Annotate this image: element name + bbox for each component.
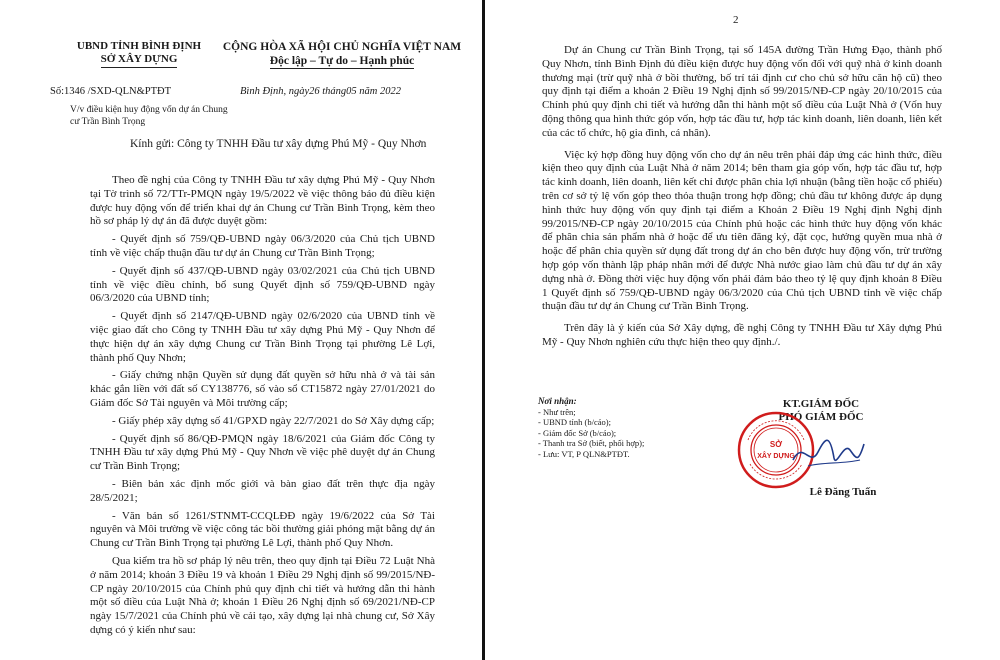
page2-body (542, 44, 942, 358)
issuer-department: SỞ XÂY DỰNG (101, 53, 178, 68)
national-header (222, 40, 462, 69)
legal-basis-item: - Quyết định số 437/QĐ-UBND ngày 03/02/2021 của Chủ tịch UBND tỉnh về việc điều chỉnh, bổ sung Quyết định số 759/QĐ-UBND ngày 06/3/2020 của UBND tỉnh; (90, 264, 435, 305)
body-paragraph: Trên đây là ý kiến của Sở Xây dựng, đề nghị Công ty TNHH Đầu tư Xây dựng Phú Mỹ - Quy Nhơn nghiên cứu thực hiện theo quy định./. (542, 322, 942, 348)
recipient-item: - Giám đốc Sở (b/cáo); (538, 427, 617, 438)
handwritten-signature (788, 430, 868, 475)
svg-text:SỞ: SỞ (769, 440, 783, 449)
legal-basis-item: - Quyết định số 759/QĐ-UBND ngày 06/3/2020 của Chủ tịch UBND tỉnh về việc chấp thuận đầu tư dự án Chung cư Trần Bình Trọng; (90, 233, 435, 259)
svg-text:XÂY DỰNG: XÂY DỰNG (757, 453, 795, 460)
issuer-authority: UBND TỈNH BÌNH ĐỊNH (76, 40, 202, 52)
document-subject: V/v điều kiện huy động vốn dự án Chung cư Trần Bình Trọng (70, 105, 228, 127)
legal-basis-item: - Văn bản số 1261/STNMT-CCQLĐĐ ngày 19/6/2022 của Sở Tài nguyên và Môi trường về việc công tác bồi thường giải phóng mặt bằng dự án Chung cư Trần Bình Trọng tại phường Lê Lợi, thành phố Quy Nhơn. (90, 509, 435, 550)
issuer-header (64, 40, 214, 68)
legal-basis-item: - Giấy phép xây dựng số 41/GPXD ngày 22/7/2021 do Sở Xây dựng cấp; (112, 414, 435, 427)
body-paragraph: Theo đề nghị của Công ty TNHH Đầu tư xây dựng Phú Mỹ - Quy Nhơn tại Tờ trình số 72/TTr-PMQN ngày 19/5/2022 về việc thông báo đủ điều kiện được huy động vốn để triển khai dự án Chung cư Trần Bình Trọng, kèm theo hồ sơ pháp lý dự án đã được duyệt gồm: (90, 174, 435, 228)
recipient-item: - Thanh tra Sở (biết, phối hợp); (538, 438, 645, 448)
greeting-line: Kính gửi: Công ty TNHH Đầu tư xây dựng Phú Mỹ - Quy Nhơn (130, 138, 427, 150)
national-motto: Độc lập – Tự do – Hạnh phúc (269, 55, 415, 67)
recipient-item: - Lưu: VT, P QLN&PTĐT. (538, 448, 630, 459)
country-name: CỘNG HÒA XÃ HỘI CHỦ NGHĨA VIỆT NAM (222, 41, 462, 53)
legal-basis-item: - Quyết định số 2147/QĐ-UBND ngày 02/6/2020 của UBND tỉnh về việc giao đất cho Công ty TNHH Đầu tư xây dựng Phú Mỹ - Quy Nhơn để thực hiện dự án xây dựng Chung cư Trần Bình Trọng tại phường Lê Lợi, thành phố Quy Nhơn; (90, 310, 435, 364)
legal-basis-item: - Giấy chứng nhận Quyền sử dụng đất quyền sở hữu nhà ở và tài sản khác gắn liền với đất số CY138776, số vào sổ CT15872 ngày 27/01/2021 do Giám đốc Sở Tài nguyên và Môi trường cấp; (90, 369, 435, 409)
body-paragraph: Dự án Chung cư Trần Bình Trọng, tại số 145A đường Trần Hưng Đạo, thành phố Quy Nhơn, tỉnh Bình Định đủ điều kiện được huy động vốn đối với quỹ nhà ở kinh doanh thương mại (trừ quỹ nhà ở bồi thường, bố trí tái định cư cho chủ sở hữu căn hộ cũ) theo quy định tại điểm a khoản 2 Điều 19 Nghị định số 99/2015/NĐ-CP ngày 20/10/2015 của Chính phủ quy định chi tiết và hướng dẫn thi hành một số điều của Luật Nhà ở (Vốn huy động thông qua hình thức góp vốn, hợp tác đầu tư, hợp tác kinh doanh, liên doanh, liên kết của các tổ chức, hộ gia đình, cá nhân). (542, 44, 942, 139)
body-paragraph: Việc ký hợp đồng huy động vốn cho dự án nêu trên phải đáp ứng các hình thức, điều kiện theo quy định của Luật Nhà ở năm 2014; bên tham gia góp vốn, hợp tác đầu tư, hợp tác kinh doanh, liên doanh, liên kết chỉ được phân chia lợi nhuận (bằng tiền hoặc cổ phiếu) trên cơ sở tỷ lệ vốn góp theo thỏa thuận trong hợp đồng; chủ đầu tư không được áp dụng hình thức huy động vốn quy định tại điểm a Khoản 2 Điều 19 Nghị định Nghị định 99/2015/NĐ-CP ngày 20/10/2015 của Chính phủ hoặc các hình thức huy động vốn khác để phân chia sản phẩm nhà ở hoặc để ưu tiên đăng ký, đặt cọc, hưởng quyền mua nhà ở hoặc để phân chia quyền sử dụng đất trong dự án cho bên được huy động vốn, trừ trường hợp góp vốn thành lập pháp nhân mới để được Nhà nước giao làm chủ đầu tư dự án xây dựng nhà ở. Đồng thời việc huy động vốn phải đảm bảo theo tỷ lệ quy định khoản 8 Điều 1 Quyết định số 759/QĐ-UBND ngày 06/3/2020 của Chủ tịch UBND tỉnh về việc chấp thuận đầu tư dự án Chung cư Trần Bình Trọng. (542, 148, 942, 313)
signer-authority: KT.GIÁM ĐỐC (782, 398, 860, 410)
body-paragraph: Qua kiểm tra hồ sơ pháp lý nêu trên, theo quy định tại Điều 72 Luật Nhà ở năm 2014; khoản 3 Điều 19 và khoản 1 Điều 29 Nghị định số 99/2015/NĐ-CP ngày 20/10/2015 của Chính phủ quy định chi tiết và hướng dẫn thi hành một số điều của Luật Nhà ở; khoản 1 Điều 26 Nghị định số 69/2021/NĐ-CP ngày 15/7/2021 của Chính phủ về cải tạo, xây dựng lại nhà chung cư, Sở Xây dựng có ý kiến như sau: (90, 554, 435, 636)
recipient-item: - Như trên; (538, 406, 576, 417)
signer-name: Lê Đăng Tuấn (809, 486, 877, 498)
document-number: Số:1346 /SXD-QLN&PTĐT (50, 86, 172, 97)
legal-basis-item: - Quyết định số 86/QĐ-PMQN ngày 18/6/2021 của Giám đốc Công ty TNHH Đầu tư xây dựng Phú Mỹ - Quy Nhơn về việc phê duyệt dự án Chung cư Trần Bình Trọng; (90, 432, 435, 473)
page1-body (90, 174, 435, 642)
legal-basis-item: - Biên bản xác định mốc giới và bàn giao đất trên thực địa ngày 28/5/2021; (90, 477, 435, 504)
page-divider (482, 0, 485, 660)
recipients-title: Nơi nhận: (538, 396, 577, 406)
recipients-block (538, 396, 728, 459)
document-page-2 (488, 0, 1000, 660)
document-date: Bình Định, ngày26 tháng05 năm 2022 (240, 86, 401, 97)
recipient-item: - UBND tỉnh (b/cáo); (538, 417, 611, 427)
page-number: 2 (733, 14, 739, 26)
document-page-1 (0, 0, 480, 660)
signer-title: PHÓ GIÁM ĐỐC (778, 411, 864, 423)
